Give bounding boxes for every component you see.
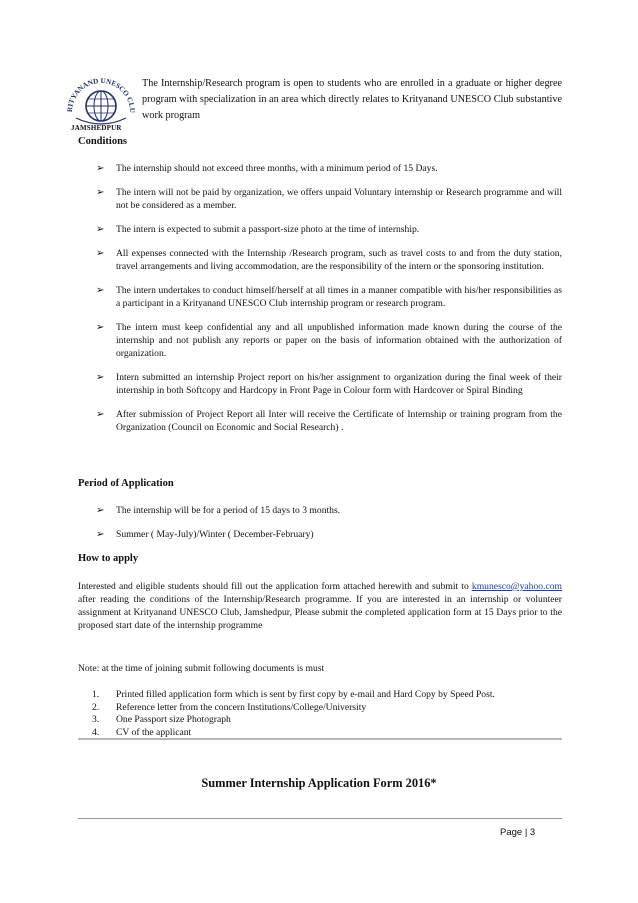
condition-item: ➢ The intern will not be paid by organization, we offers unpaid Voluntary internship or Research programme and will not be considered as a member. bbox=[96, 187, 562, 211]
period-heading: Period of Application bbox=[78, 478, 174, 489]
arrow-bullet-icon: ➢ bbox=[96, 285, 105, 296]
arrow-bullet-icon: ➢ bbox=[96, 163, 105, 174]
arrow-bullet-icon: ➢ bbox=[96, 409, 105, 420]
intro-paragraph: The Internship/Research program is open to students who are enrolled in a graduate or higher degree program with specialization in an area which directly relates to Krityanand UNESCO Club substantive work program bbox=[142, 78, 562, 121]
how-to-apply-heading: How to apply bbox=[78, 553, 139, 564]
period-list bbox=[96, 504, 562, 552]
arrow-bullet-icon: ➢ bbox=[96, 529, 105, 540]
conditions-heading: Conditions bbox=[78, 136, 128, 147]
email-link[interactable]: kmunesco@yahoo.com bbox=[471, 581, 562, 592]
document-item: 1. Printed filled application form which is sent by first copy by e-mail and Hard Copy by Speed Post. bbox=[92, 689, 495, 700]
logo-caption: JAMSHEDPUR bbox=[71, 124, 122, 132]
condition-item: ➢ The intern undertakes to conduct himself/herself at all times in a manner compatible with his/her responsibilities as a participant in a Krityanand UNESCO Club internship program or research program. bbox=[96, 285, 562, 309]
condition-item: ➢ The internship should not exceed three months, with a minimum period of 15 Days. bbox=[96, 163, 438, 174]
arrow-bullet-icon: ➢ bbox=[96, 505, 105, 516]
document-item: 3. One Passport size Photograph bbox=[92, 714, 231, 725]
condition-item: ➢ After submission of Project Report all Inter will receive the Certificate of Internship or training program from the Organization (Council on Economic and Social Research) . bbox=[96, 409, 562, 433]
conditions-list bbox=[96, 162, 562, 445]
logo-arc-text: RITYANAND UNESCO CLU bbox=[65, 76, 137, 114]
document-item: 4. CV of the applicant bbox=[92, 726, 192, 738]
arrow-bullet-icon: ➢ bbox=[96, 248, 105, 259]
condition-item: ➢ The intern must keep confidential any and all unpublished information made known during the course of the internship and not publish any reports or paper on the basis of information obtained with the authorization of organization. bbox=[96, 322, 562, 359]
form-title: Summer Internship Application Form 2016* bbox=[201, 776, 437, 790]
how-to-apply-paragraph: Interested and eligible students should fill out the application form attached herewith and submit to kmunesco@yahoo.com after reading the conditions of the Internship/Research programme. If you are interested in an internship or volunteer assignment at Krityanand UNESCO Club, Jamshedpur, Please submit the completed application form at 15 Days prior to the proposed start date of the internship programme bbox=[78, 581, 562, 631]
arrow-bullet-icon: ➢ bbox=[96, 224, 105, 235]
note-text: Note: at the time of joining submit following documents is must bbox=[78, 663, 325, 674]
documents-list bbox=[92, 689, 562, 739]
arrow-bullet-icon: ➢ bbox=[96, 187, 105, 198]
period-item: ➢ Summer ( May-July)/Winter ( December-February) bbox=[96, 529, 314, 540]
period-item: ➢ The internship will be for a period of 15 days to 3 months. bbox=[96, 505, 341, 516]
arrow-bullet-icon: ➢ bbox=[96, 322, 105, 333]
page-number: Page | 3 bbox=[500, 827, 536, 838]
condition-item: ➢ The intern is expected to submit a passport-size photo at the time of internship. bbox=[96, 224, 420, 235]
arrow-bullet-icon: ➢ bbox=[96, 372, 105, 383]
document-item: 2. Reference letter from the concern Institutions/College/University bbox=[92, 701, 367, 713]
condition-item: ➢ Intern submitted an internship Project report on his/her assignment to organization during the final week of their internship in both Softcopy and Hardcopy in Front Page in Colour form with Hardcover or Spiral Binding bbox=[96, 372, 562, 396]
section-divider bbox=[78, 738, 562, 740]
footer-divider bbox=[78, 818, 562, 819]
condition-item: ➢ All expenses connected with the Internship /Research program, such as travel costs to and from the duty station, travel arrangements and living accommodation, are the responsibility of the intern or the sponsoring institution. bbox=[96, 248, 562, 272]
